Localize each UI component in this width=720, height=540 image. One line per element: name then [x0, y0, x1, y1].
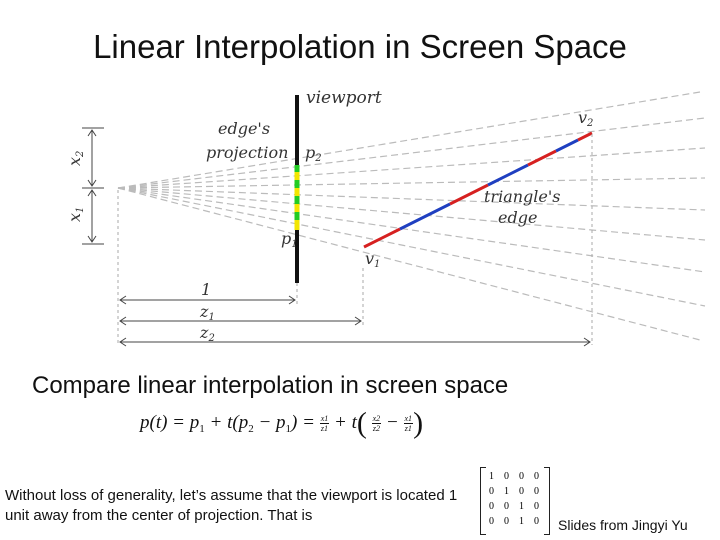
- interpolation-formula: $p(t) = p_1 + t(p_2 - p_1)$ = $\frac{x1}{z1}$ + t( $\frac{x2}{z2}$ − $\frac{x1}{z1}$ ): [140, 406, 424, 440]
- label-triangles-edge-2: edge: [498, 208, 538, 227]
- label-edges-projection-2: projection: [206, 143, 289, 162]
- depth-arrows: [120, 296, 590, 346]
- label-v2: v2: [578, 108, 594, 129]
- label-triangles-edge-1: triangle's: [484, 187, 561, 206]
- label-v1: v1: [365, 249, 381, 270]
- matrix-cell: 0: [534, 501, 539, 512]
- ray: [118, 92, 700, 188]
- x-dimension-arrows: [82, 128, 104, 244]
- matrix-cell: 0: [534, 516, 539, 527]
- fraction-x2-z2: $\frac{x2}{z2}$: [372, 414, 381, 434]
- subtitle: Compare linear interpolation in screen space: [32, 372, 509, 399]
- matrix-row: [484, 469, 544, 484]
- matrix-cell: 0: [504, 516, 509, 527]
- label-x2: x2: [65, 150, 86, 166]
- label-z2: z2: [200, 323, 215, 344]
- label-z1: z1: [200, 302, 215, 323]
- ray: [118, 188, 705, 272]
- matrix-cell: 0: [489, 501, 494, 512]
- slide-credit: Slides from Jingyi Yu: [558, 517, 688, 533]
- ray: [118, 178, 705, 188]
- matrix-row: [484, 514, 544, 529]
- projection-matrix: [474, 465, 556, 537]
- slide-title: Linear Interpolation in Screen Space: [93, 28, 627, 65]
- assumption-note: Without loss of generality, let’s assume that the viewport is located 1 unit away from the center of projection. That is: [5, 487, 458, 524]
- matrix-cell: 0: [534, 471, 539, 482]
- label-p1: p1: [281, 229, 298, 250]
- label-x1: x1: [65, 206, 86, 222]
- label-viewport: viewport: [306, 88, 382, 108]
- matrix-cell: 0: [519, 471, 524, 482]
- matrix-row: [484, 499, 544, 514]
- fraction-x1-z1-b: $\frac{x1}{z1}$: [404, 414, 413, 434]
- matrix-cell: 1: [489, 471, 494, 482]
- label-p2: p2: [305, 143, 322, 164]
- matrix-cell: 1: [519, 516, 524, 527]
- matrix-cell: 0: [489, 486, 494, 497]
- label-one: 1: [201, 280, 212, 299]
- matrix-cell: 1: [519, 501, 524, 512]
- matrix-cell: 0: [489, 516, 494, 527]
- matrix-cell: 0: [504, 501, 509, 512]
- label-edges-projection-1: edge's: [218, 119, 271, 138]
- matrix-cell: 1: [504, 486, 509, 497]
- depth-guides: [118, 134, 592, 345]
- matrix-cell: 0: [519, 486, 524, 497]
- matrix-cell: 0: [534, 486, 539, 497]
- matrix-row: [484, 484, 544, 499]
- fraction-x1-z1: $\frac{x1}{z1}$: [320, 414, 329, 434]
- ray: [118, 188, 705, 240]
- ray: [118, 188, 705, 210]
- matrix-cell: 0: [504, 471, 509, 482]
